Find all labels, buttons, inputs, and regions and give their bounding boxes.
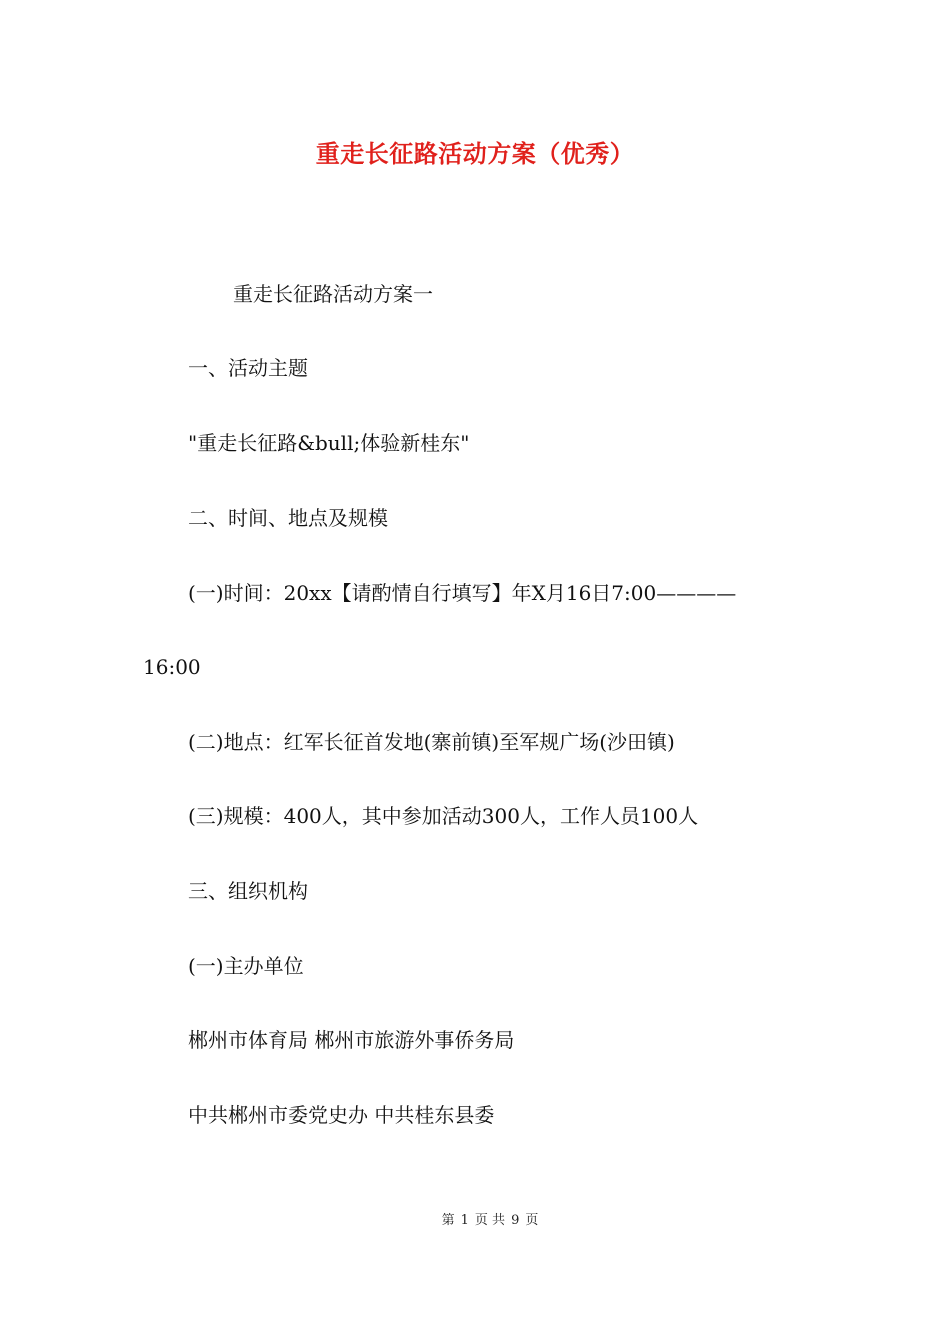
- paragraph: 郴州市体育局 郴州市旅游外事侨务局: [188, 1028, 515, 1052]
- paragraph: (三)规模：400人，其中参加活动300人，工作人员100人: [188, 804, 699, 828]
- section-heading: 重走长征路活动方案一: [233, 282, 433, 306]
- document-title: 重走长征路活动方案（优秀）: [315, 139, 635, 168]
- footer-total-pages: 9: [511, 1213, 520, 1228]
- footer-suffix: 页: [525, 1213, 539, 1228]
- page-footer: [0, 1209, 950, 1228]
- paragraph: (一)时间：20xx【请酌情自行填写】年X月16日7:00————: [188, 581, 737, 605]
- footer-prefix: 第: [441, 1213, 455, 1228]
- footer-middle: 页 共: [474, 1213, 506, 1228]
- paragraph: 二、时间、地点及规模: [188, 506, 388, 530]
- paragraph: (二)地点：红军长征首发地(寨前镇)至军规广场(沙田镇): [188, 730, 675, 754]
- paragraph: 16:00: [143, 655, 201, 679]
- paragraph: "重走长征路&bull;体验新桂东": [188, 431, 470, 455]
- paragraph: 一、活动主题: [188, 356, 308, 380]
- paragraph: (一)主办单位: [188, 954, 304, 978]
- paragraph: 中共郴州市委党史办 中共桂东县委: [188, 1103, 495, 1127]
- footer-page-number: 1: [460, 1213, 469, 1228]
- paragraph: 三、组织机构: [188, 879, 308, 903]
